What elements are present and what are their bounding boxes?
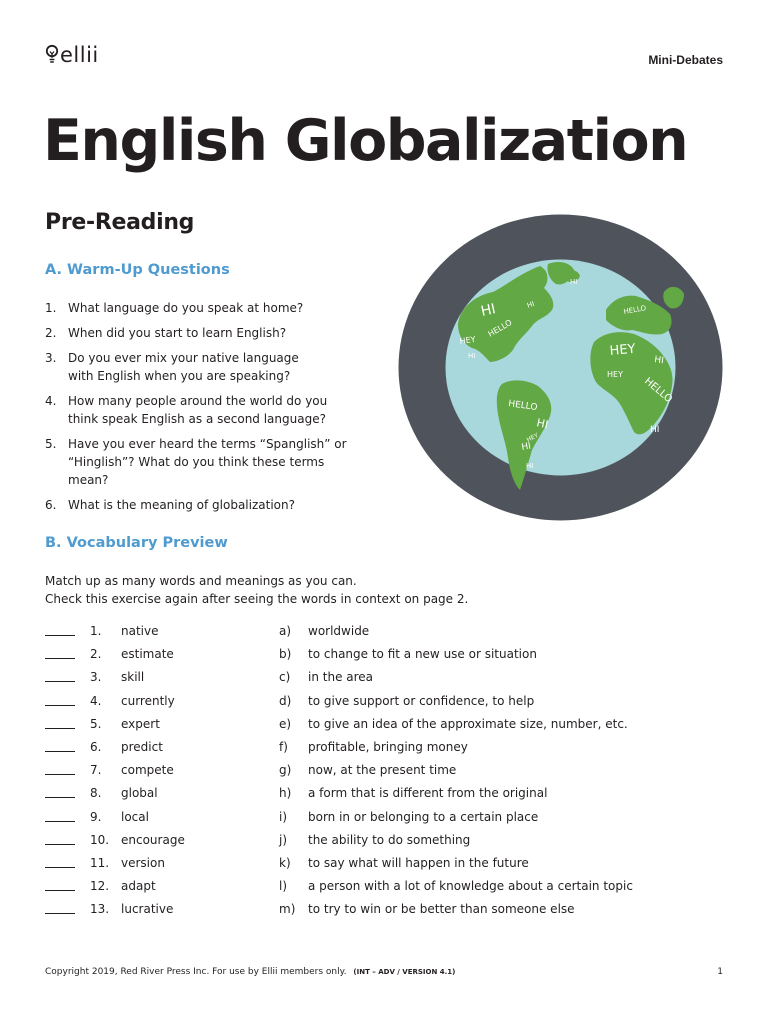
copyright-footer (45, 967, 455, 977)
vocab-word: encourage (121, 832, 185, 847)
warmup-question (45, 324, 365, 342)
vocab-row (45, 900, 685, 923)
greeting-label: HELLO (622, 304, 647, 316)
word-number: 10. (90, 832, 110, 847)
warmup-question (45, 496, 365, 514)
definition-letter: k) (279, 855, 291, 870)
vocab-word: currently (121, 693, 175, 708)
answer-blank[interactable] (45, 681, 75, 682)
warmup-questions (45, 299, 365, 521)
definition-letter: h) (279, 786, 292, 801)
definition-letter: l) (279, 879, 288, 894)
definition-letter: g) (279, 763, 292, 778)
question-text: What is the meaning of globalization? (68, 498, 295, 512)
definition-letter: i) (279, 809, 288, 824)
greeting-label: HI (520, 441, 532, 453)
page-number: 1 (717, 967, 723, 977)
section-title: Pre-Reading (45, 210, 195, 235)
greeting-label: HELLO (642, 375, 675, 406)
greeting-label: HI (526, 462, 534, 470)
question-number: 5. (45, 437, 57, 451)
vocab-heading: B. Vocabulary Preview (45, 535, 228, 551)
definition-letter: m) (279, 902, 296, 917)
greeting-label: HEY (525, 431, 540, 444)
word-number: 3. (90, 670, 102, 685)
vocab-word: skill (121, 670, 145, 685)
answer-blank[interactable] (45, 867, 75, 868)
vocab-word: expert (121, 716, 160, 731)
definition-letter: c) (279, 670, 291, 685)
answer-blank[interactable] (45, 658, 75, 659)
vocab-row (45, 668, 685, 691)
answer-blank[interactable] (45, 797, 75, 798)
vocab-instructions: Match up as many words and meanings as you can. Check this exercise again after seeing the words in context on page 2. (45, 574, 469, 606)
vocab-row (45, 831, 685, 854)
answer-blank[interactable] (45, 728, 75, 729)
vocab-word: global (121, 786, 158, 801)
answer-blank[interactable] (45, 913, 75, 914)
series-label: Mini-Debates (648, 53, 723, 67)
warmup-question (45, 435, 365, 489)
definition-letter: a) (279, 624, 292, 638)
question-number: 6. (45, 498, 57, 512)
question-text: Do you ever mix your native language with English when you are speaking? (68, 351, 299, 383)
greeting-label: HEY (459, 334, 477, 346)
vocab-word: lucrative (121, 902, 174, 917)
answer-blank[interactable] (45, 705, 75, 706)
vocab-row (45, 692, 685, 715)
vocab-word: estimate (121, 647, 174, 662)
question-number: 2. (45, 326, 57, 340)
vocab-word: native (121, 624, 159, 638)
question-text: What language do you speak at home? (68, 301, 304, 315)
greeting-label: HELLO (486, 317, 514, 339)
vocab-row (45, 877, 685, 900)
definition-text: a form that is different from the original (308, 786, 548, 801)
vocab-matching-list (45, 622, 685, 923)
question-text: How many people around the world do you think speak English as a second language? (68, 394, 328, 426)
vocab-row (45, 622, 685, 645)
word-number: 11. (90, 855, 110, 870)
word-number: 5. (90, 716, 102, 731)
word-number: 7. (90, 763, 102, 778)
greeting-label: HI (479, 301, 498, 320)
brand-name: ellii (60, 43, 99, 67)
brand-logo (45, 43, 99, 67)
definition-letter: b) (279, 647, 292, 662)
lightbulb-icon (45, 44, 59, 66)
definition-text: to give support or confidence, to help (308, 693, 535, 708)
word-number: 2. (90, 647, 102, 662)
vocab-word: local (121, 809, 149, 824)
word-number: 6. (90, 739, 102, 754)
definition-text: profitable, bringing money (308, 739, 468, 754)
definition-text: in the area (308, 670, 374, 685)
vocab-row (45, 808, 685, 831)
word-number: 13. (90, 902, 110, 917)
question-text: When did you start to learn English? (68, 326, 287, 340)
vocab-word: version (121, 855, 165, 870)
vocab-word: adapt (121, 879, 156, 894)
definition-letter: e) (279, 716, 292, 731)
answer-blank[interactable] (45, 751, 75, 752)
definition-letter: f) (279, 739, 288, 754)
vocab-row (45, 854, 685, 877)
question-text: Have you ever heard the terms “Spanglish” or “Hinglish”? What do you think these terms mean? (68, 437, 347, 487)
definition-letter: d) (279, 693, 292, 708)
greeting-label: HI (570, 278, 578, 286)
greeting-label: HI (650, 425, 660, 435)
vocab-word: predict (121, 739, 163, 754)
greeting-label: HEY (607, 370, 623, 379)
greeting-label: HELLO (507, 399, 538, 414)
definition-text: the ability to do something (308, 832, 471, 847)
page-title: English Globalization (43, 108, 688, 174)
vocab-row (45, 761, 685, 784)
word-number: 1. (90, 624, 102, 638)
greeting-label: HI (525, 299, 536, 310)
vocab-row (45, 784, 685, 807)
vocab-row (45, 738, 685, 761)
question-number: 1. (45, 301, 57, 315)
definition-text: to give an idea of the approximate size, number, etc. (308, 716, 628, 731)
globe-illustration (398, 214, 723, 521)
warmup-question (45, 299, 365, 317)
warmup-question (45, 349, 365, 385)
greeting-label: HI (468, 352, 476, 360)
definition-text: to try to win or be better than someone else (308, 902, 575, 917)
answer-blank[interactable] (45, 844, 75, 845)
question-number: 3. (45, 351, 57, 365)
greeting-label: HI (653, 355, 665, 367)
definition-text: now, at the present time (308, 763, 457, 778)
question-number: 4. (45, 394, 57, 408)
definition-text: born in or belonging to a certain place (308, 809, 539, 824)
vocab-row (45, 645, 685, 668)
greeting-label: HEY (609, 341, 637, 359)
greeting-label: HI (535, 416, 550, 432)
definition-text: a person with a lot of knowledge about a certain topic (308, 879, 633, 894)
definition-text: worldwide (308, 624, 370, 638)
word-number: 8. (90, 786, 102, 801)
warmup-heading: A. Warm-Up Questions (45, 262, 230, 278)
definition-text: to say what will happen in the future (308, 855, 529, 870)
version-label: (INT – ADV / VERSION 4.1) (353, 968, 456, 976)
definition-text: to change to fit a new use or situation (308, 647, 537, 662)
definition-letter: j) (279, 832, 288, 847)
vocab-row (45, 715, 685, 738)
answer-blank[interactable] (45, 821, 75, 822)
word-number: 12. (90, 879, 110, 894)
answer-blank[interactable] (45, 890, 75, 891)
word-number: 9. (90, 809, 102, 824)
answer-blank[interactable] (45, 774, 75, 775)
warmup-question (45, 392, 365, 428)
answer-blank[interactable] (45, 635, 75, 636)
copyright-text: Copyright 2019, Red River Press Inc. For use by Ellii members only. (45, 967, 347, 977)
vocab-word: compete (121, 763, 174, 778)
word-number: 4. (90, 693, 102, 708)
